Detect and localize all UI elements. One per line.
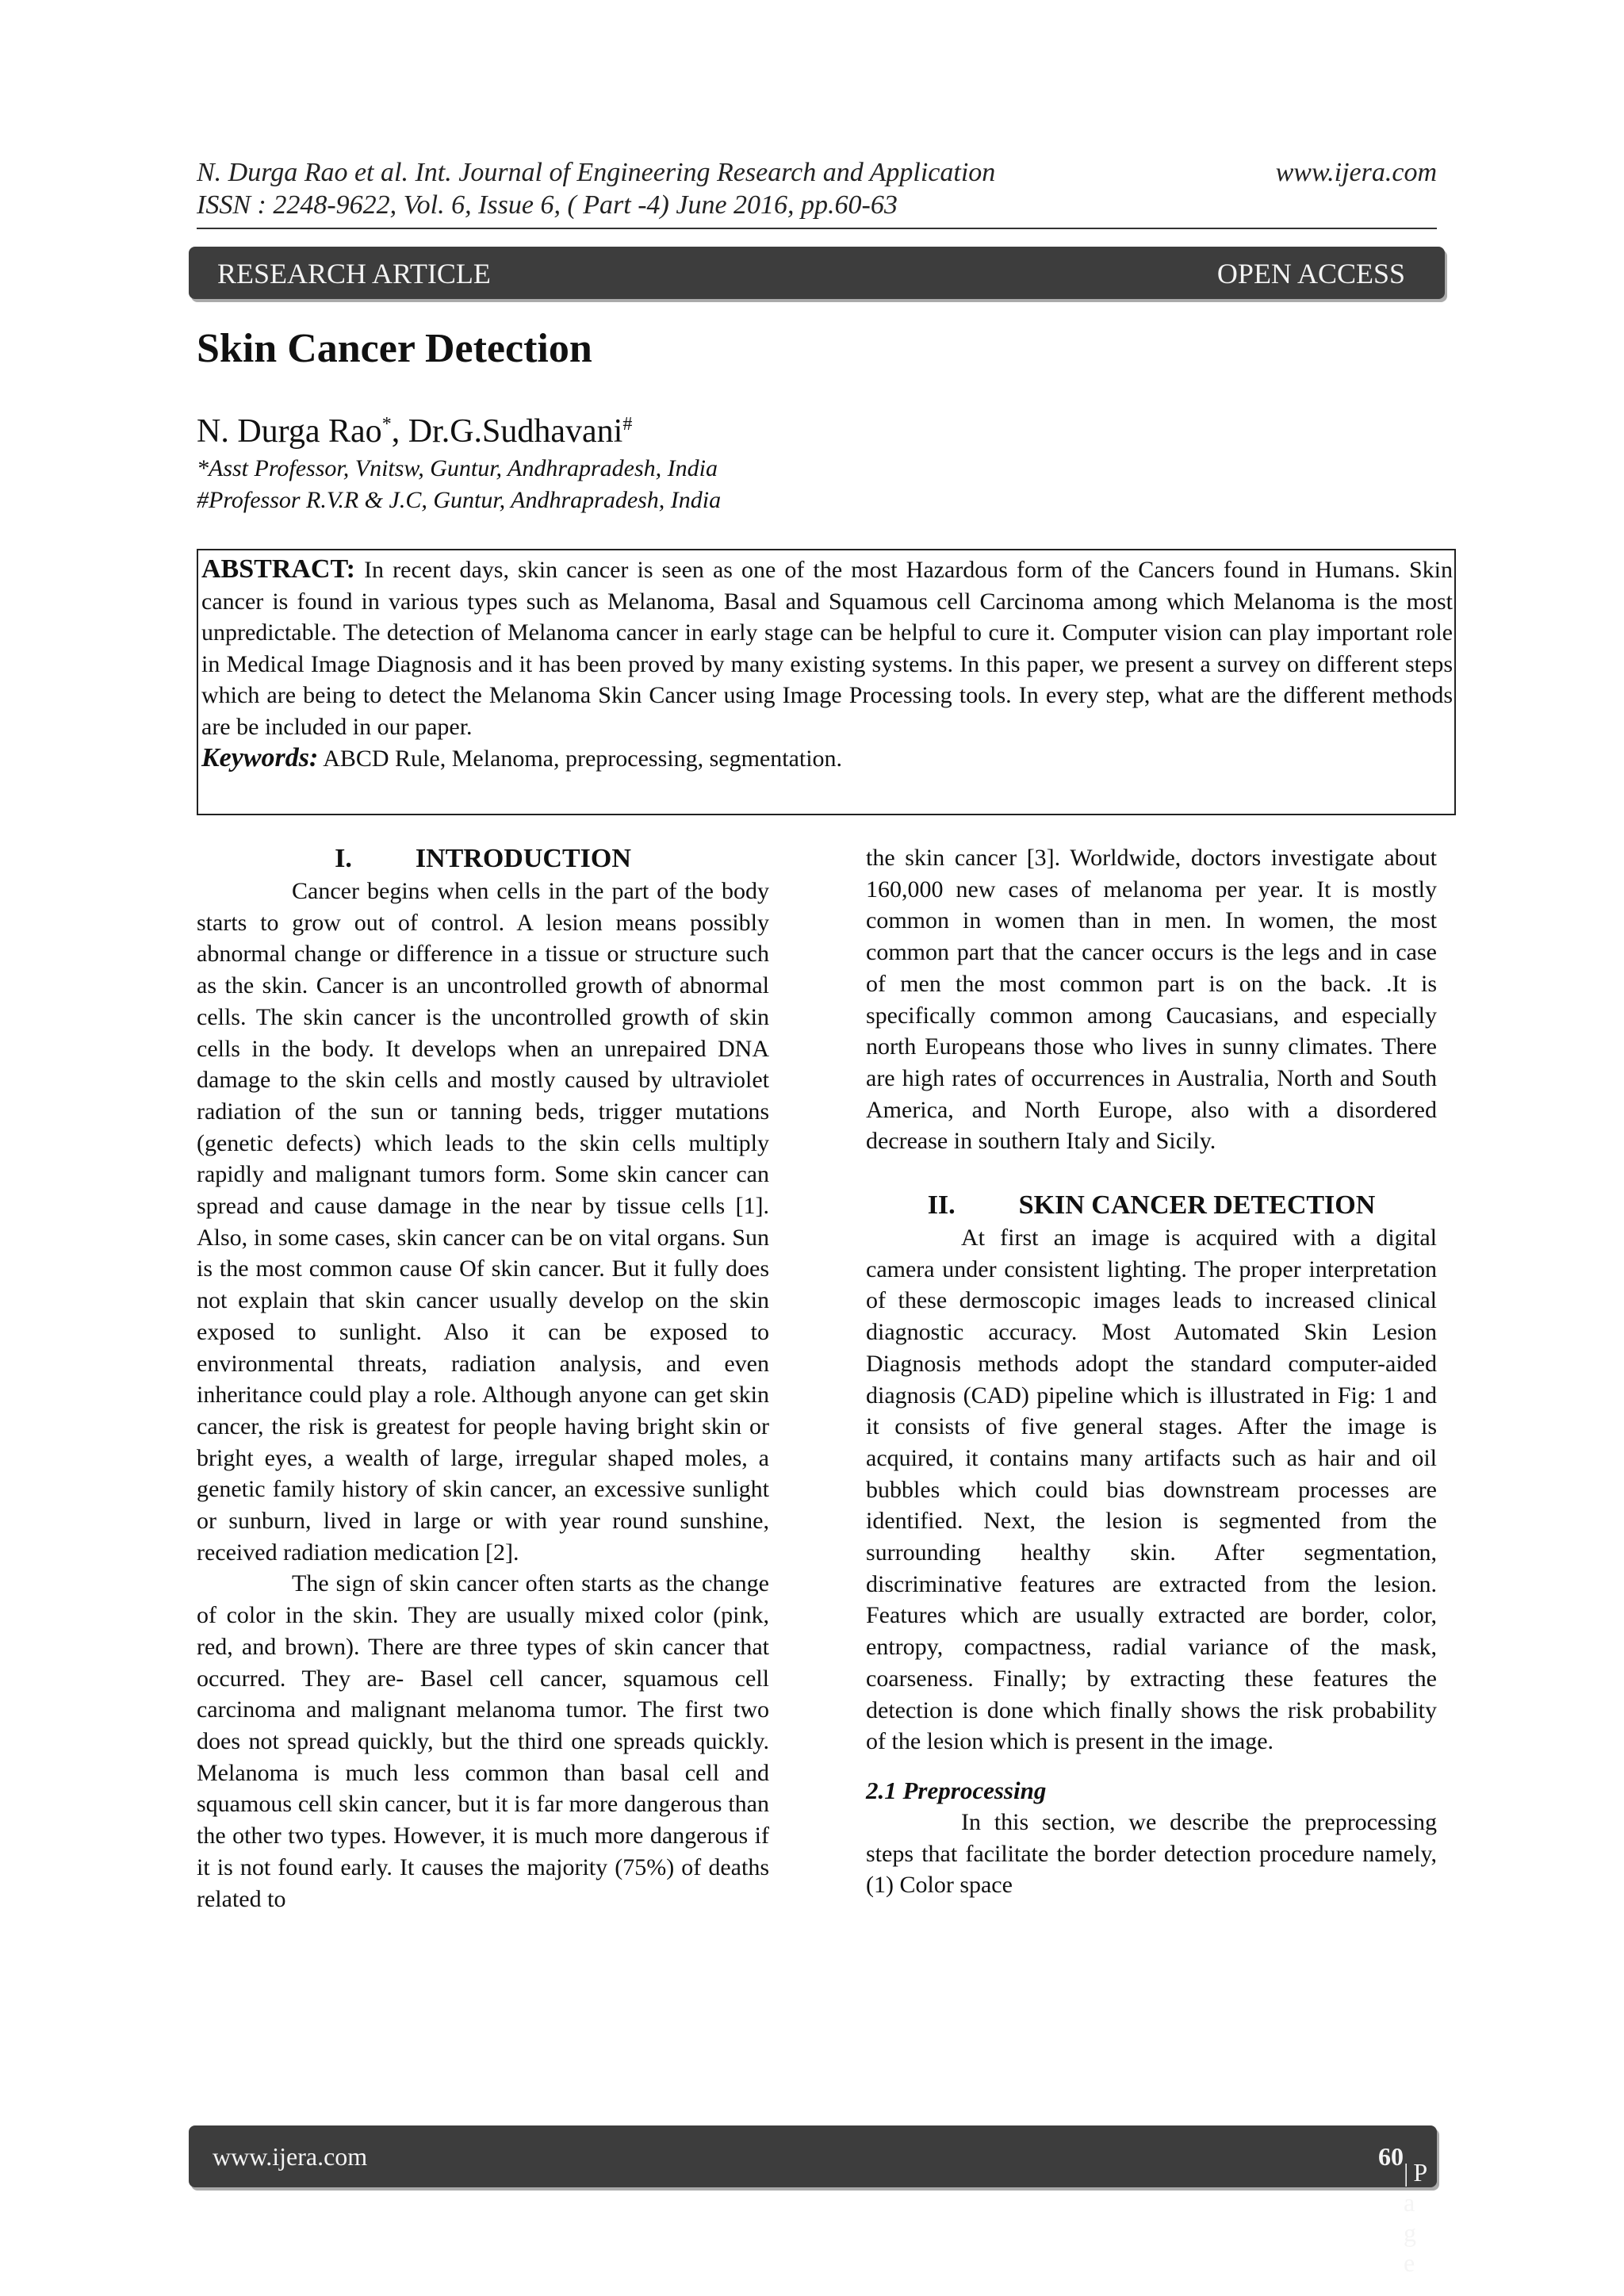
- page-number: [1378, 2141, 1432, 2277]
- section-number: II.: [927, 1190, 956, 1221]
- body-paragraph: At first an image is acquired with a digital camera under consistent lighting. The proper interpretation of these dermoscopic images leads to increased clinical diagnostic accuracy. Most Automated Skin Lesion Diagnosis methods adopt the standard computer-aided diagnosis (CAD) pipeline which is illustrated in Fig: 1 and it consists of five general stages. After the image is acquired, it contains many artifacts such as hair and oil bubbles which could bias downstream processes are identified. Next, the lesion is segmented from the surrounding healthy skin. After segmentation, discriminative features are extracted from the lesion. Features which are usually extracted are border, color, entropy, compactness, radial variance of the mask, coarseness. Finally; by extracting these features the detection is done which finally shows the risk probability of the lesion which is present in the image.: [866, 1225, 1437, 1755]
- right-column: [866, 842, 1437, 1901]
- paper-title: Skin Cancer Detection: [197, 326, 592, 371]
- section-title: SKIN CANCER DETECTION: [1018, 1190, 1376, 1221]
- author-mark: *: [381, 414, 392, 435]
- author-name: Dr.G.Sudhavani: [408, 413, 623, 450]
- journal-url[interactable]: www.ijera.com: [1275, 158, 1437, 187]
- affiliation: *Asst Professor, Vnitsw, Guntur, Andhrapradesh, India: [197, 455, 718, 481]
- author-separator: ,: [391, 413, 408, 450]
- journal-issn-line: ISSN : 2248-9622, Vol. 6, Issue 6, ( Part -4) June 2016, pp.60-63: [197, 190, 898, 220]
- article-type-label: RESEARCH ARTICLE: [217, 258, 491, 289]
- paragraph-gap: [866, 1757, 1437, 1775]
- journal-citation-line: N. Durga Rao et al. Int. Journal of Engineering Research and Application: [197, 158, 996, 187]
- page-label: |P a g e: [1404, 2158, 1432, 2277]
- keywords-label: Keywords:: [201, 743, 319, 772]
- subsection-heading: 2.1 Preprocessing: [866, 1776, 1047, 1804]
- section-number: I.: [335, 844, 352, 873]
- page-number-value: 60: [1378, 2142, 1404, 2171]
- body-paragraph: In this section, we describe the preprocessing steps that facilitate the border detection procedure namely, (1) Color space: [866, 1808, 1437, 1899]
- article-type-banner: [189, 247, 1445, 299]
- footer-url[interactable]: www.ijera.com: [213, 2142, 368, 2171]
- left-column: [197, 842, 769, 1915]
- paragraph-gap: [866, 1157, 1437, 1189]
- affiliation: #Professor R.V.R & J.C, Guntur, Andhrapradesh, India: [197, 487, 722, 513]
- header-divider: [197, 228, 1437, 229]
- page-footer: [189, 2125, 1437, 2277]
- section-heading: [866, 1189, 1437, 1222]
- abstract-box: [197, 549, 1456, 815]
- body-paragraph: the skin cancer [3]. Worldwide, doctors investigate about 160,000 new cases of melanoma per year. It is mostly common in women than in men. In women, the most common part that the cancer occurs is the legs and in case of men the most common part is on the back. .It is specifically common among Caucasians, and especially north Europeans those who lives in sunny climates. There are high rates of occurrences in Australia, North and South America, and North Europe, also with a disordered decrease in southern Italy and Sicily.: [866, 845, 1437, 1155]
- body-paragraph: Cancer begins when cells in the part of the body starts to grow out of control. A lesion means possibly abnormal change or difference in a tissue or structure such as the skin. Cancer is an uncontrolled growth of abnormal cells. The skin cancer is the uncontrolled growth of skin cells in the body. It develops when an unrepaired DNA damage to the skin cells and mostly caused by ultraviolet radiation of the sun or tanning beds, trigger mutations (genetic defects) which leads to the skin cells multiply rapidly and malignant tumors form. Some skin cancer can spread and cause damage in the near by tissue cells [1]. Also, in some cases, skin cancer can be on vital organs. Sun is the most common cause Of skin cancer. But it fully does not explain that skin cancer usually develop on the skin exposed to sunlight. Also it can be exposed to environmental threats, radiation analysis, and even inheritance could play a role. Although anyone can get skin cancer, the risk is greatest for people having bright skin or bright eyes, a wealth of large, irregular shaped moles, a genetic family history of skin cancer, an excessive sunlight or sunburn, lived in large or with year round sunshine, received radiation medication [2].: [197, 878, 769, 1566]
- section-title: INTRODUCTION: [415, 844, 631, 873]
- keywords-text: ABCD Rule, Melanoma, preprocessing, segmentation.: [323, 746, 843, 772]
- section-heading: [197, 842, 769, 876]
- author-mark: #: [622, 414, 633, 435]
- abstract-label: ABSTRACT:: [201, 554, 355, 584]
- author-line: [197, 404, 632, 451]
- author-name: N. Durga Rao: [197, 413, 382, 450]
- abstract-text: In recent days, skin cancer is seen as one of the most Hazardous form of the Cancers found in Humans. Skin cancer is found in various types such as Melanoma, Basal and Squamous cell Carcinoma among which Melanoma is the most unpredictable. The detection of Melanoma cancer in early stage can be helpful to cure it. Computer vision can play important role in Medical Image Diagnosis and it has been proved by many existing systems. In this paper, we present a survey on different steps which are being to detect the Melanoma Skin Cancer using Image Processing tools. In every step, what are the different methods are be included in our paper.: [201, 557, 1454, 740]
- access-label: OPEN ACCESS: [1216, 258, 1405, 289]
- body-paragraph: The sign of skin cancer often starts as the change of color in the skin. They are usually mixed color (pink, red, and brown). There are three types of skin cancer that occurred. They are- Basel cell cancer, squamous cell carcinoma and malignant melanoma tumor. The first two does not spread quickly, but the third one spreads quickly. Melanoma is much less common than basal cell and squamous cell skin cancer, but it is far more dangerous than the other two types. However, it is much more dangerous if it is not found early. It causes the majority (75%) of deaths related to: [197, 1570, 769, 1912]
